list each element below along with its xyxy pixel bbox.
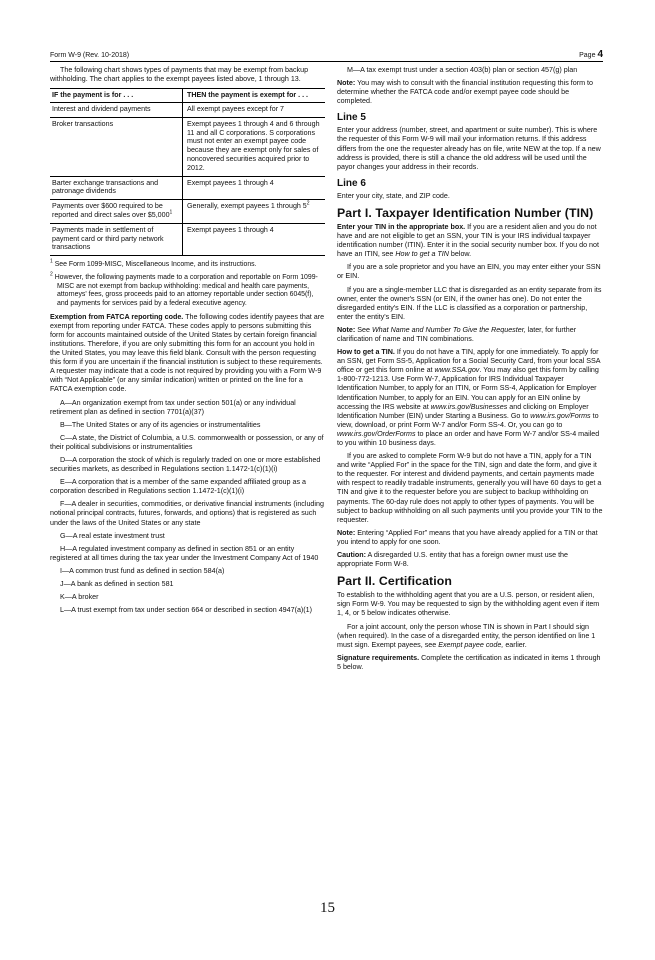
left-column <box>50 66 325 619</box>
list-item: G—A real estate investment trust <box>60 531 165 540</box>
tin-end: below. <box>450 250 472 259</box>
note-label: Note: <box>337 528 356 537</box>
table-cell: Interest and dividend payments <box>50 102 183 117</box>
ssa-link: www.SSA.gov <box>434 366 480 375</box>
table-header-exempt: THEN the payment is exempt for . . . <box>183 89 326 103</box>
table-cell: Broker transactions <box>50 117 183 176</box>
exempt-payments-table <box>50 88 325 256</box>
cell-text: Generally, exempt payees 1 through 5 <box>187 202 307 211</box>
llc-paragraph: If you are a single-member LLC that is disregarded as an entity separate from its owner, enter the owner's SSN (or EIN, if the owner has one). Do not enter the disregarded entity's EIN. If the LLC is classified as a corporation or partnership, enter the entity's EIN. <box>337 285 602 321</box>
fatca-paragraph <box>50 313 325 395</box>
page-label <box>579 49 603 60</box>
applied-for-paragraph: If you are asked to complete Form W-9 but do not have a TIN, apply for a TIN and write “Applied For” in the space for the TIN, sign and date the form, and give it to the requester. For interest and dividend payments, and certain payments made with respect to readily tradable instruments, generally you will have 60 days to get a TIN and give it to the requester before you are subject to backup withholding on payments. The 60-day rule does not apply to other types of payments. You will be subject to backup withholding on all such payments until you provide your TIN to the requester. <box>337 452 603 524</box>
joint-text: For a joint account, only the person whose TIN is shown in Part I should sign (when required). In the case of a disregarded entity, the person identified on line 1 must sign. Exempt payees, see <box>337 622 596 649</box>
caution-paragraph <box>337 551 603 569</box>
chart-intro: The following chart shows types of payments that may be exempt from backup withholding. The chart applies to the exempt payees listed above, 1 through 13. <box>50 66 309 84</box>
signature-requirements <box>337 654 603 672</box>
page-header <box>50 49 603 62</box>
table-cell: Payments made in settlement of payment card or third party network transactions <box>50 223 183 255</box>
note-text: later, for further clarification of name and TIN combinations. <box>337 325 577 343</box>
line5-heading: Line 5 <box>337 112 366 124</box>
note-name-number <box>337 326 603 344</box>
irs-forms-link: www.irs.gov/Forms <box>530 411 591 420</box>
part2-heading: Part II. Certification <box>337 574 452 589</box>
note-fatca <box>337 79 603 106</box>
line6-text: Enter your city, state, and ZIP code. <box>337 191 450 200</box>
right-column <box>337 66 603 676</box>
page-number: 15 <box>320 900 335 916</box>
howto-text: to view, download, or print Form W-7 and/or Form SS-4. Or, you can go to <box>337 411 599 429</box>
note-text: Entering “Applied For” means that you have already applied for a TIN or that you intend to apply for one soon. <box>337 528 598 546</box>
footnote-1 <box>50 258 325 270</box>
caution-label: Caution: <box>337 551 366 560</box>
footnote-mark: 1 <box>169 209 173 216</box>
list-item: D—A corporation the stock of which is regularly traded on one or more established securities markets, as described in Regulations section 1.1472-1(c)(1)(i) <box>50 455 321 474</box>
line6-heading: Line 6 <box>337 177 366 189</box>
list-item: C—A state, the District of Columbia, a U.S. commonwealth or possession, or any of their political subdivisions or instrumentalities <box>50 433 324 451</box>
form-id: Form W-9 (Rev. 10-2018) <box>50 52 130 59</box>
footnote-text: However, the following payments made to a corporation and reportable on Form 1099-MISC are not exempt from backup withholding: medical and health care payments, attorneys' fees, gross proceeds paid to an attorney reportable under section 6045(f), and payments for services paid by a federal executive agency. <box>54 273 318 307</box>
table-header-row <box>50 89 325 103</box>
tin-paragraph <box>337 223 603 259</box>
note-applied-for <box>337 529 603 547</box>
caution-text: A disregarded U.S. entity that has a foreign owner must use the appropriate Form W-8. <box>337 551 568 569</box>
table-row <box>50 176 325 200</box>
line5-text: Enter your address (number, street, and apartment or suite number). This is where the requester of this Form W-9 will mail your information returns. If this address differs from the one the requester already has on file, write NEW at the top. If a new address is provided, there is still a chance the old address will be used until the payor changes your address in their records. <box>337 126 601 171</box>
certification-paragraph: To establish to the withholding agent that you are a U.S. person, or resident alien, sign Form W-9. You may be requested to sign by the withholding agent even if item 1, 4, or 5 below indicates otherwise. <box>337 591 600 618</box>
table-row <box>50 102 325 117</box>
signature-text: Complete the certification as indicated in items 1 through 5 below. <box>337 653 601 671</box>
table-cell: Barter exchange transactions and patronage dividends <box>50 176 183 200</box>
note-label: Note: <box>337 79 356 88</box>
list-item: M—A tax exempt trust under a section 403(b) plan or section 457(g) plan <box>347 66 578 74</box>
how-to-get-tin <box>337 348 603 448</box>
table-cell: Exempt payees 1 through 4 and 6 through 11 and all C corporations. S corporations must not enter an exempt payee code because they are exempt only for sales of noncovered securities acquired prior to 2012. <box>183 117 326 176</box>
list-item: F—A dealer in securities, commodities, or derivative financial instruments (including notional principal contracts, futures, forwards, and options) that is registered as such under the laws of the United States or any state <box>50 500 324 527</box>
note-text: See <box>357 325 370 334</box>
irs-orderforms-link: www.irs.gov/OrderForms <box>337 429 416 438</box>
cell-text: Payments over $600 required to be reported and direct sales over $5,000 <box>52 202 170 219</box>
tin-text: If you are a resident alien and you do not have and are not eligible to get an SSN, your TIN is your IRS individual taxpayer identification number (ITIN). Enter it in the social security number box. If you do not have an ITIN, see <box>337 222 599 259</box>
list-item: L—A trust exempt from tax under section 664 or described in section 4947(a)(1) <box>60 606 313 615</box>
sole-proprietor-paragraph: If you are a sole proprietor and you have an EIN, you may enter either your SSN or EIN. <box>337 263 601 281</box>
tin-ref: How to get a TIN <box>395 250 449 259</box>
list-item: H—A regulated investment company as defined in section 851 or an entity registered at all times during the tax year under the Investment Company Act of 1940 <box>50 544 319 562</box>
table-header-payment: IF the payment is for . . . <box>50 89 183 103</box>
joint-account-paragraph <box>337 623 603 650</box>
list-item: A—An organization exempt from tax under section 501(a) or any individual retirement plan as defined in section 7701(a)(37) <box>50 398 296 416</box>
table-cell: Exempt payees 1 through 4 <box>183 223 326 255</box>
table-cell <box>183 200 326 224</box>
howto-text: to place an order and have Form W-7 and/or SS-4 mailed to you within 10 business days. <box>337 429 600 447</box>
table-cell: All exempt payees except for 7 <box>183 102 326 117</box>
footnote-2 <box>50 271 325 309</box>
table-cell <box>50 200 183 224</box>
tin-lead: Enter your TIN in the appropriate box. <box>337 222 466 231</box>
part1-heading: Part I. Taxpayer Identification Number (TIN) <box>337 205 594 220</box>
list-item: I—A common trust fund as defined in section 584(a) <box>60 566 225 575</box>
note-label: Note: <box>337 325 356 334</box>
howto-heading: How to get a TIN. <box>337 348 395 357</box>
note-ref: What Name and Number To Give the Requester, <box>371 325 526 334</box>
exempt-payee-ref: Exempt payee code, <box>438 640 504 649</box>
howto-text: If you do not have a TIN, apply for one immediately. To apply for an SSN, get Form SS-5, Application for a Social Security Card, from your local SSA office or get this form online at <box>337 348 601 375</box>
footnote-text: See Form 1099-MISC, Miscellaneous Income, and its instructions. <box>54 261 257 269</box>
table-row <box>50 223 325 255</box>
howto-text: and clicking on Employer Identification Number (EIN) under Starting a Business. Go to <box>337 402 589 420</box>
note-text: You may wish to consult with the financial institution requesting this form to determine whether the FATCA code and/or exempt payee code should be completed. <box>337 79 594 106</box>
table-cell: Exempt payees 1 through 4 <box>183 176 326 200</box>
signature-heading: Signature requirements. <box>337 653 420 662</box>
list-item: B—The United States or any of its agencies or instrumentalities <box>60 420 261 429</box>
list-item: E—A corporation that is a member of the same expanded affiliated group as a corporation described in Regulations section 1.1472-1(c)(1)(i) <box>50 478 306 496</box>
fatca-heading: Exemption from FATCA reporting code. <box>50 312 184 321</box>
table-row <box>50 200 325 224</box>
list-item: J—A bank as defined in section 581 <box>60 580 174 588</box>
fatca-text: The following codes identify payees that are exempt from reporting under FATCA. These codes apply to persons submitting this form for accounts maintained outside of the United States by certain foreign financial institutions. Therefore, if you are only submitting this form for an account you hold in the United States, you may leave this field blank. Consult with the person requesting this form if you are uncertain if the financial institution is subject to these requirements. A requester may indicate that a code is not required by providing you with a Form W-9 with “Not Applicable” (or any similar indication) written or printed on the line for a FATCA exemption code. <box>50 312 325 394</box>
howto-text: . You may also get this form by calling 1-800-772-1213. Use Form W-7, Application for IRS Individual Taxpayer Identification Number, to apply for an ITIN, or Form SS-4, Application for Employer Identification Number, to apply for an EIN. You can apply for an EIN online by accessing the IRS website at <box>337 366 599 411</box>
list-item: K—A broker <box>60 593 99 602</box>
irs-businesses-link: www.irs.gov/Businesses <box>430 402 508 411</box>
page-no: 4 <box>597 49 603 60</box>
joint-text: earlier. <box>505 640 527 649</box>
page-word: Page <box>579 52 596 59</box>
footnote-mark: 2 <box>50 271 53 278</box>
footnote-mark: 1 <box>50 258 53 265</box>
table-row <box>50 117 325 176</box>
footnote-mark: 2 <box>306 200 310 207</box>
